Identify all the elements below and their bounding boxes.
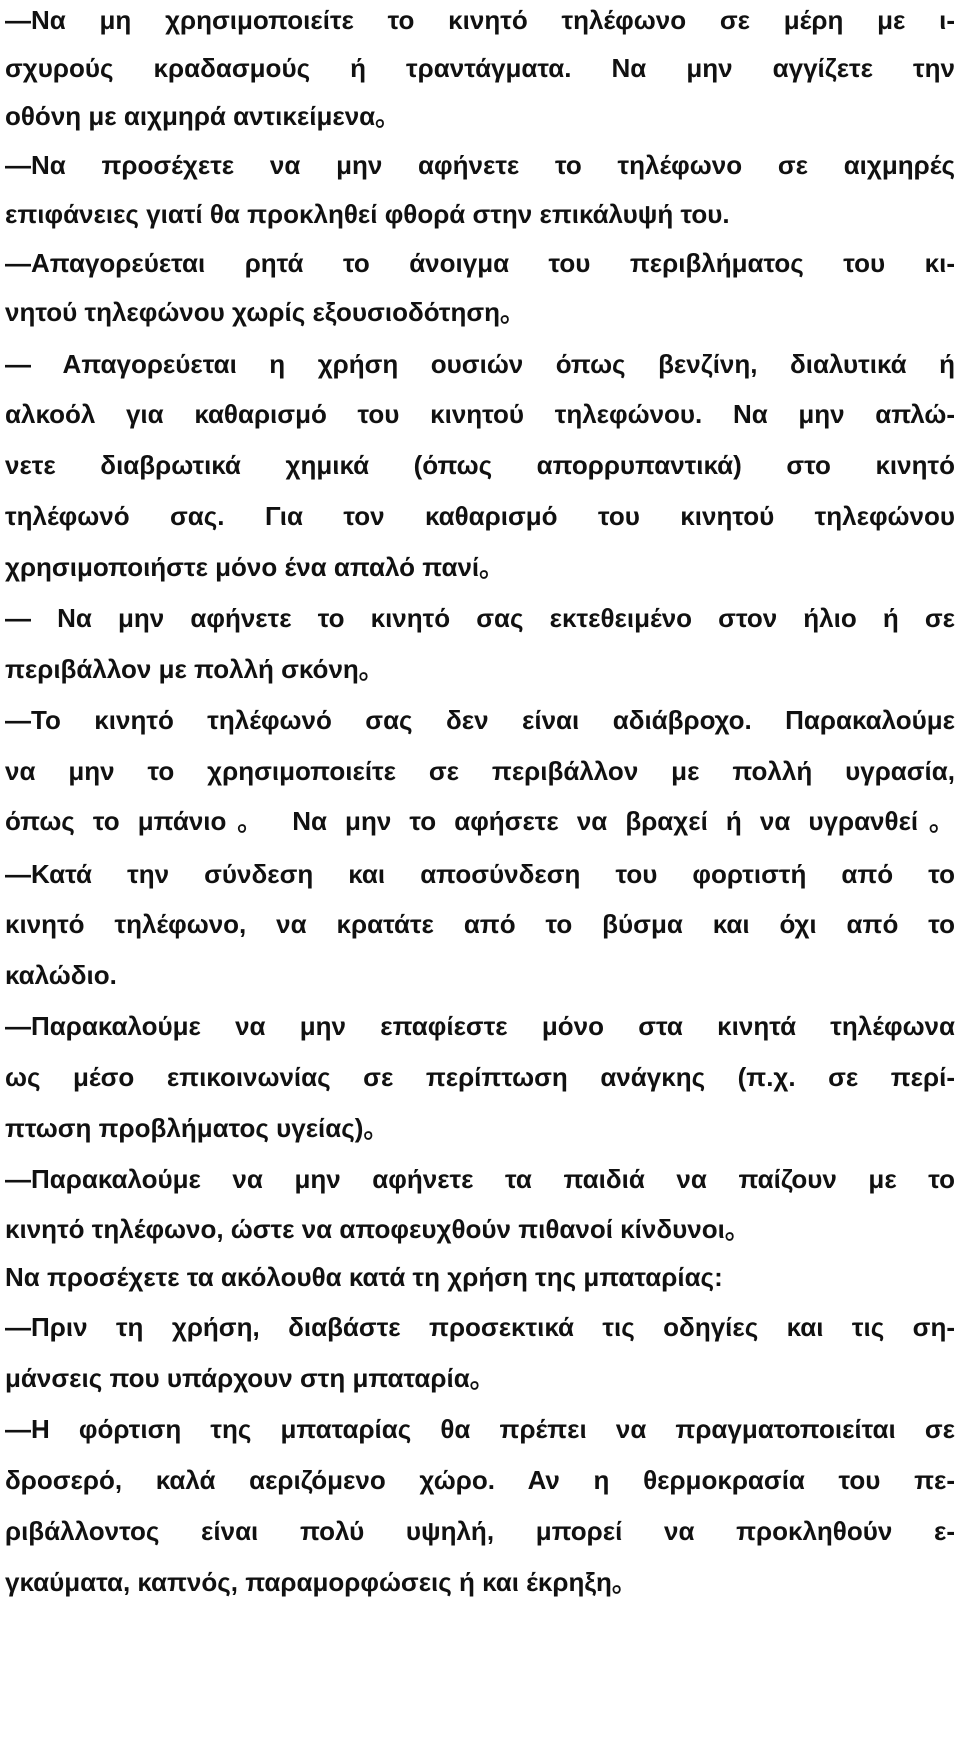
text-line: —Το κινητό τηλέφωνό σας δεν είναι αδιάβροχο. Παρακαλούμε: [5, 705, 955, 735]
text-line: νετε διαβρωτικά χημικά (όπως απορρυπαντικά) στο κινητό: [5, 450, 955, 480]
text-line: μάνσεις που υπάρχουν στη μπαταρία。: [5, 1363, 496, 1393]
text-line: περιβάλλον με πολλή σκόνη。: [5, 654, 385, 684]
text-line: — Απαγορεύεται η χρήση ουσιών όπως βενζίνη, διαλυτικά ή: [5, 349, 955, 379]
text-line: αλκοόλ για καθαρισμό του κινητού τηλεφώνου. Να μην απλώ-: [5, 399, 955, 429]
text-line: —Παρακαλούμε να μην επαφίεστε μόνο στα κινητά τηλέφωνα: [5, 1011, 955, 1041]
text-line: —Απαγορεύεται ρητά το άνοιγμα του περιβλήματος του κι-: [5, 248, 955, 278]
text-line: χρησιμοποιήστε μόνο ένα απαλό πανί。: [5, 552, 506, 582]
text-line: Να προσέχετε τα ακόλουθα κατά τη χρήση της μπαταρίας:: [5, 1262, 723, 1292]
text-line: —Κατά την σύνδεση και αποσύνδεση του φορτιστή από το: [5, 859, 955, 889]
text-line: όπως το μπάνιο。 Να μην το αφήσετε να βραχεί ή να υγρανθεί。: [5, 806, 955, 836]
text-line: να μην το χρησιμοποιείτε σε περιβάλλον με πολλή υγρασία,: [5, 756, 955, 786]
text-line: —Παρακαλούμε να μην αφήνετε τα παιδιά να παίζουν με το: [5, 1164, 955, 1194]
text-line: καλώδιο.: [5, 960, 117, 990]
text-line: δροσερό, καλά αεριζόμενο χώρο. Αν η θερμοκρασία του πε-: [5, 1465, 955, 1495]
text-line: οθόνη με αιχμηρά αντικείμενα。: [5, 101, 402, 131]
text-line: σχυρούς κραδασμούς ή τραντάγματα. Να μην αγγίζετε την: [5, 53, 955, 83]
text-line: νητού τηλεφώνου χωρίς εξουσιοδότηση。: [5, 297, 527, 327]
text-line: ριβάλλοντος είναι πολύ υψηλή, μπορεί να προκληθούν ε-: [5, 1516, 955, 1546]
text-line: κινητό τηλέφωνο, ώστε να αποφευχθούν πιθανοί κίνδυνοι。: [5, 1214, 751, 1244]
text-line: πτωση προβλήματος υγείας)。: [5, 1113, 390, 1143]
text-line: τηλέφωνό σας. Για τον καθαρισμό του κινητού τηλεφώνου: [5, 501, 955, 531]
text-line: —Η φόρτιση της μπαταρίας θα πρέπει να πραγματοποιείται σε: [5, 1414, 955, 1444]
text-line: γκαύματα, καπνός, παραμορφώσεις ή και έκρηξη。: [5, 1567, 638, 1597]
text-line: ως μέσο επικοινωνίας σε περίπτωση ανάγκης (π.χ. σε περί-: [5, 1062, 955, 1092]
text-line: επιφάνειες γιατί θα προκληθεί φθορά στην επικάλυψή του.: [5, 199, 730, 229]
text-line: κινητό τηλέφωνο, να κρατάτε από το βύσμα και όχι από το: [5, 909, 955, 939]
text-line: — Να μην αφήνετε το κινητό σας εκτεθειμένο στον ήλιο ή σε: [5, 603, 955, 633]
text-line: —Να προσέχετε να μην αφήνετε το τηλέφωνο σε αιχμηρές: [5, 150, 955, 180]
text-line: —Να μη χρησιμοποιείτε το κινητό τηλέφωνο σε μέρη με ι-: [5, 5, 955, 35]
text-line: —Πριν τη χρήση, διαβάστε προσεκτικά τις οδηγίες και τις ση-: [5, 1312, 955, 1342]
